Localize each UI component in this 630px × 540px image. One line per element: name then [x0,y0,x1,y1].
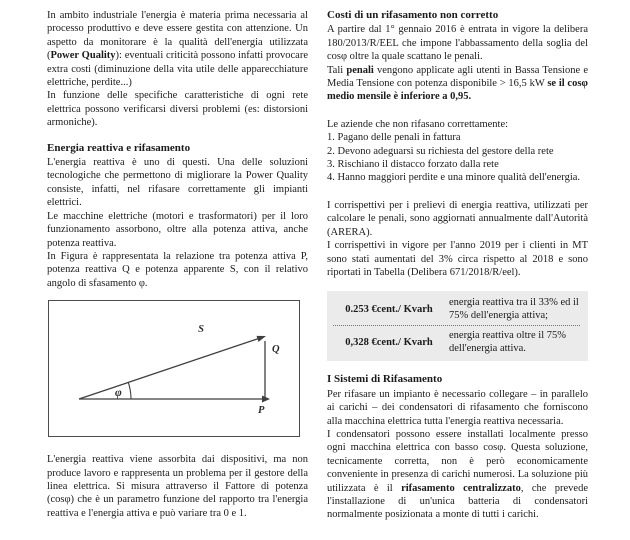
intro-paragraph-2: In funzione delle specifiche caratteristiche di ogni rete elettrica possono verificarsi diversi problemi (es: distorsioni armoniche). [47,90,308,129]
phi-angle-arc [128,383,131,400]
right-column [327,0,588,522]
tariff-row-1 [333,296,580,322]
tariff-description-2: energia reattiva oltre il 75% dell'energia attiva. [449,330,567,355]
tariff-row-2 [333,329,580,355]
power-triangle-svg [49,301,299,436]
figure-label-phi: φ [115,387,122,400]
list-item-3: 3. Rischiano il distacco forzato dalla rete [327,159,499,171]
costs-paragraph-1: A partire dal 1° gennaio 2016 è entrata in vigore la delibera 180/2013/R/EEL che impone l'abbassamento della soglia del cosφ oltre la quale scattano le penali. [327,24,588,63]
figure-label-p: P [258,405,265,417]
tariff-price-1: 0.253 €cent./ Kvarh [345,303,433,315]
section-heading-costi: Costi di un rifasamento non corretto [327,9,499,21]
section-heading-energia-reattiva: Energia reattiva e rifasamento [47,141,191,154]
figure-label-s: S [198,324,204,336]
systems-paragraph-2: I condensatori possono essere installati localmente presso ogni macchina elettrica con basso cosφ. Questa soluzione, tecnicamente corretta, non è però economicamente conveniente in presenza di carichi numerosi. La soluzione più utilizzata è il rifasamento centralizzato, che prevede l'installazione di un'unica batteria di condensatori normalmente posizionata a monte di tutti i carichi. [327,428,588,521]
systems-paragraph-1: Per rifasare un impianto è necessario collegare – in parallelo ai carichi – dei condensatori di rifasamento che forniscono alla macchina elettrica tutta l'energia reattiva necessaria. [327,388,588,427]
reactive-paragraph-3: In Figura è rappresentata la relazione tra potenza attiva P, potenza reattiva Q e potenza apparente S, con il relativo angolo di sfasamento φ. [47,250,308,289]
vector-p-arrowhead [262,396,270,403]
reactive-paragraph-2: Le macchine elettriche (motori e trasformatori) per il loro funzionamento assorbono, oltre alla potenza attiva, anche potenza reattiva. [47,210,308,249]
section-heading-sistemi: I Sistemi di Rifasamento [327,373,443,386]
power-triangle-figure [48,300,300,437]
list-item-4: 4. Hanno maggiori perdite e una minore qualità dell'energia. [327,172,581,184]
list-item-2: 2. Devono adeguarsi su richiesta del gestore della rete [327,145,554,157]
reactive-paragraph-1: L'energia reattiva è uno di questi. Una delle soluzioni tecnologiche che permettono di migliorare la Power Quality consiste, infatti, nel rifasare correttamente gli impianti elettrici. [47,157,308,209]
left-column [47,0,308,520]
tariffs-paragraph-1: I corrispettivi per i prelievi di energia reattiva, utilizzati per calcolare le penali, sono aggiornati annualmente dall'Autorità (ARERA). [327,199,588,238]
vector-s-line [79,339,259,400]
intro-paragraph: In ambito industriale l'energia è materia prima necessaria al processo produttivo e deve essere gestita con attenzione. Un aspetto da monitorare è la qualità dell'energia utilizzata (Power Quality): eventuali criticità possono infatti provocare extra costi (diminuzione della vita utile delle apparecchiature elettriche, perdite...) [47,10,309,89]
after-figure-paragraph: L'energia reattiva viene assorbita dai dispositivi, ma non produce lavoro e rappresenta un problema per il gestore della linea elettrica. Si misura attraverso il Fattore di potenza (cosφ) che è un parametro funzione del rapporto tra l'energia reattiva e l'energia attiva e può variare tra 0 e 1. [47,454,308,519]
tariff-divider [333,325,580,326]
list-intro: Le aziende che non rifasano correttamente: [327,118,509,130]
tariffs-paragraph-2: I corrispettivi in vigore per l'anno 2019 per i clienti in MT sono stati aumentati del 3% circa rispetto al 2018 e sono riportati in Tabella (Delibera 671/2018/R/eel). [327,240,588,278]
tariff-price-2: 0,328 €cent./ Kvarh [345,336,433,348]
tariff-table [327,291,588,361]
penalties-list [327,131,588,185]
tariff-description-1: energia reattiva tra il 33% ed il 75% dell'energia attiva; [449,297,579,322]
costs-paragraph-2: Tali penali vengono applicate agli utenti in Bassa Tensione e Media Tensione con potenza disponibile > 16,5 kW se il cosφ medio mensile è inferiore a 0,95. [327,64,588,103]
figure-label-q: Q [272,344,280,356]
list-item-1: 1. Pagano delle penali in fattura [327,132,461,144]
